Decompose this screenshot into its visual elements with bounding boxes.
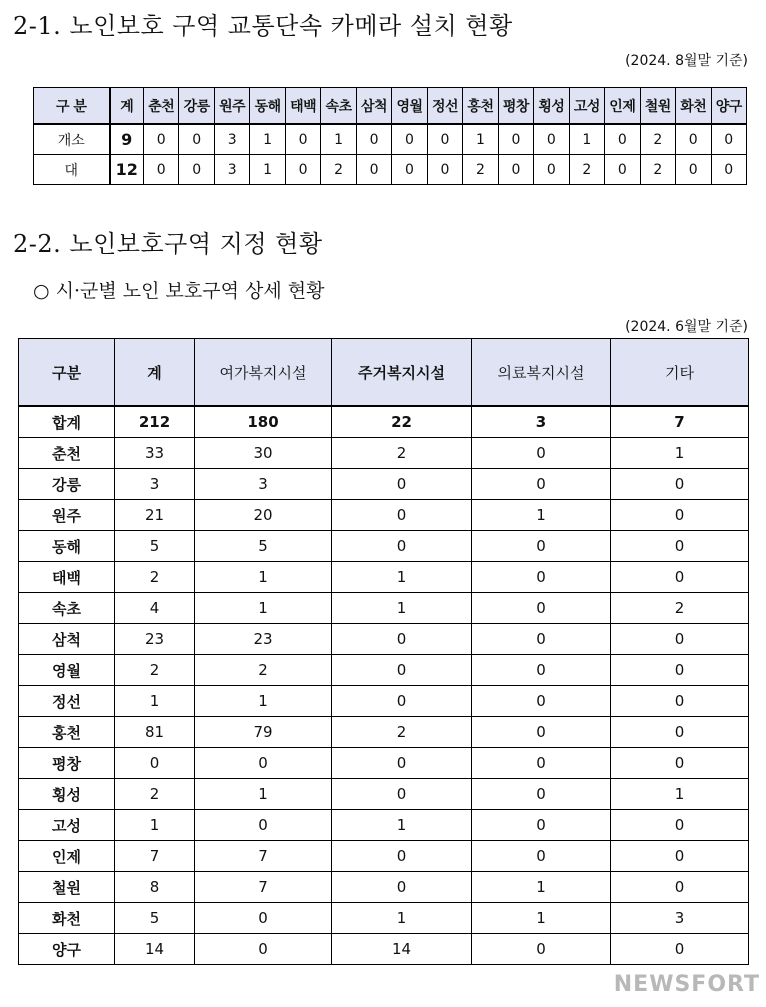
table-cell: 0 bbox=[392, 155, 427, 185]
table-cell: 1 bbox=[569, 124, 604, 155]
table-cell: 0 bbox=[472, 624, 611, 655]
table-cell: 3 bbox=[214, 155, 249, 185]
table-cell: 0 bbox=[472, 779, 611, 810]
row-label: 화천 bbox=[19, 903, 115, 934]
table-cell: 1 bbox=[332, 593, 472, 624]
table-cell: 1 bbox=[115, 686, 195, 717]
table-row bbox=[19, 655, 749, 686]
table-cell: 0 bbox=[472, 841, 611, 872]
table-row bbox=[19, 500, 749, 531]
table-cell: 180 bbox=[195, 406, 332, 438]
table-cell: 4 bbox=[115, 593, 195, 624]
table-cell: 0 bbox=[144, 124, 179, 155]
header-cell: 원주 bbox=[214, 88, 249, 125]
header-cell: 영월 bbox=[392, 88, 427, 125]
table-cell: 0 bbox=[611, 531, 749, 562]
table-cell: 1 bbox=[250, 155, 285, 185]
header-cell: 춘천 bbox=[144, 88, 179, 125]
table-cell: 2 bbox=[115, 655, 195, 686]
table-cell: 1 bbox=[195, 593, 332, 624]
table-cell: 2 bbox=[640, 124, 675, 155]
table-cell: 212 bbox=[115, 406, 195, 438]
header-cell: 삼척 bbox=[356, 88, 391, 125]
table-cell: 2 bbox=[115, 562, 195, 593]
table-row bbox=[19, 438, 749, 469]
row-label: 강릉 bbox=[19, 469, 115, 500]
table-cell: 5 bbox=[115, 903, 195, 934]
header-cell: 고성 bbox=[569, 88, 604, 125]
table-cell: 2 bbox=[640, 155, 675, 185]
header-cell: 철원 bbox=[640, 88, 675, 125]
table-cell: 0 bbox=[332, 748, 472, 779]
table-cell: 0 bbox=[605, 155, 640, 185]
header-cell: 의료복지시설 bbox=[472, 339, 611, 407]
table-cell: 0 bbox=[472, 593, 611, 624]
header-cell: 구분 bbox=[19, 339, 115, 407]
header-cell: 주거복지시설 bbox=[332, 339, 472, 407]
table-cell: 0 bbox=[611, 748, 749, 779]
table-cell: 1 bbox=[250, 124, 285, 155]
table-cell: 0 bbox=[332, 655, 472, 686]
table-cell: 0 bbox=[472, 686, 611, 717]
table-cell: 7 bbox=[195, 872, 332, 903]
table-cell: 0 bbox=[534, 155, 569, 185]
table-cell: 0 bbox=[611, 717, 749, 748]
table-cell: 0 bbox=[605, 124, 640, 155]
table-cell: 0 bbox=[472, 438, 611, 469]
table-cell: 0 bbox=[356, 155, 391, 185]
row-label: 고성 bbox=[19, 810, 115, 841]
row-label: 속초 bbox=[19, 593, 115, 624]
row-label: 평창 bbox=[19, 748, 115, 779]
table-cell: 1 bbox=[472, 500, 611, 531]
table-cell: 0 bbox=[332, 531, 472, 562]
table-cell: 0 bbox=[332, 779, 472, 810]
row-label: 삼척 bbox=[19, 624, 115, 655]
table-cell: 0 bbox=[195, 810, 332, 841]
header-cell: 구 분 bbox=[34, 88, 110, 125]
header-cell: 화천 bbox=[676, 88, 711, 125]
table-cell: 0 bbox=[611, 562, 749, 593]
table-cell: 0 bbox=[179, 124, 214, 155]
row-label: 태백 bbox=[19, 562, 115, 593]
table-cell: 0 bbox=[332, 500, 472, 531]
table-cell: 22 bbox=[332, 406, 472, 438]
table-cell: 1 bbox=[195, 779, 332, 810]
table-cell: 0 bbox=[195, 903, 332, 934]
table-cell: 0 bbox=[285, 155, 320, 185]
table-cell: 0 bbox=[676, 155, 711, 185]
table-row bbox=[19, 841, 749, 872]
table-row bbox=[19, 469, 749, 500]
protection-zone-table-body bbox=[19, 406, 749, 965]
header-cell: 여가복지시설 bbox=[195, 339, 332, 407]
table-cell: 14 bbox=[115, 934, 195, 965]
row-label: 합계 bbox=[19, 406, 115, 438]
table-cell: 2 bbox=[195, 655, 332, 686]
table-row bbox=[19, 779, 749, 810]
row-label: 원주 bbox=[19, 500, 115, 531]
table-cell: 0 bbox=[611, 500, 749, 531]
table-cell: 5 bbox=[115, 531, 195, 562]
header-cell: 강릉 bbox=[179, 88, 214, 125]
table-row bbox=[19, 717, 749, 748]
header-cell: 속초 bbox=[321, 88, 356, 125]
table-cell: 2 bbox=[321, 155, 356, 185]
table-cell: 1 bbox=[332, 562, 472, 593]
table-cell: 0 bbox=[285, 124, 320, 155]
table-cell: 2 bbox=[611, 593, 749, 624]
table-cell: 0 bbox=[472, 810, 611, 841]
table-cell: 14 bbox=[332, 934, 472, 965]
table-cell: 0 bbox=[498, 124, 533, 155]
table-cell: 0 bbox=[472, 655, 611, 686]
table-cell: 0 bbox=[179, 155, 214, 185]
table-cell: 0 bbox=[356, 124, 391, 155]
table-cell: 0 bbox=[472, 469, 611, 500]
table-cell: 0 bbox=[534, 124, 569, 155]
row-label: 홍천 bbox=[19, 717, 115, 748]
table-cell: 1 bbox=[611, 779, 749, 810]
table-cell: 33 bbox=[115, 438, 195, 469]
table-cell: 1 bbox=[321, 124, 356, 155]
table-cell: 0 bbox=[332, 469, 472, 500]
row-label: 영월 bbox=[19, 655, 115, 686]
camera-installation-table bbox=[33, 87, 747, 185]
table-cell: 0 bbox=[332, 841, 472, 872]
row-label: 횡성 bbox=[19, 779, 115, 810]
table-cell: 1 bbox=[115, 810, 195, 841]
table-cell: 0 bbox=[472, 531, 611, 562]
table-cell: 0 bbox=[611, 872, 749, 903]
table-cell: 0 bbox=[711, 124, 747, 155]
table-cell: 0 bbox=[611, 624, 749, 655]
section1-basis-date: (2024. 8월말 기준) bbox=[625, 53, 748, 69]
table-cell: 2 bbox=[115, 779, 195, 810]
table-row bbox=[19, 593, 749, 624]
table-cell: 5 bbox=[195, 531, 332, 562]
header-cell: 정선 bbox=[427, 88, 462, 125]
table-cell: 1 bbox=[332, 903, 472, 934]
watermark-logo: NEWSFORT bbox=[613, 972, 760, 997]
section2-subtitle: ○ 시·군별 노인 보호구역 상세 현황 bbox=[33, 280, 325, 302]
table-cell: 7 bbox=[115, 841, 195, 872]
header-cell: 계 bbox=[110, 88, 144, 125]
table-cell: 1 bbox=[332, 810, 472, 841]
table-cell: 3 bbox=[611, 903, 749, 934]
table-cell: 30 bbox=[195, 438, 332, 469]
table-cell: 0 bbox=[611, 469, 749, 500]
header-cell: 기타 bbox=[611, 339, 749, 407]
table-cell: 2 bbox=[569, 155, 604, 185]
table-cell: 23 bbox=[195, 624, 332, 655]
table-cell: 2 bbox=[463, 155, 498, 185]
row-label: 춘천 bbox=[19, 438, 115, 469]
table-row bbox=[19, 810, 749, 841]
table-row bbox=[34, 124, 747, 155]
header-cell: 인제 bbox=[605, 88, 640, 125]
table-cell: 0 bbox=[611, 841, 749, 872]
table-cell: 0 bbox=[611, 934, 749, 965]
header-cell: 평창 bbox=[498, 88, 533, 125]
section2-basis-date: (2024. 6월말 기준) bbox=[625, 319, 748, 335]
table-cell: 0 bbox=[144, 155, 179, 185]
table-cell: 0 bbox=[498, 155, 533, 185]
row-label: 정선 bbox=[19, 686, 115, 717]
table-cell: 3 bbox=[472, 406, 611, 438]
summary-row bbox=[19, 406, 749, 438]
table-cell: 1 bbox=[195, 686, 332, 717]
table-cell: 0 bbox=[711, 155, 747, 185]
table-row bbox=[19, 934, 749, 965]
row-label: 철원 bbox=[19, 872, 115, 903]
table-cell: 0 bbox=[472, 748, 611, 779]
header-cell: 동해 bbox=[250, 88, 285, 125]
section1-title: 2-1. 노인보호 구역 교통단속 카메라 설치 현황 bbox=[13, 12, 513, 40]
total-cell: 9 bbox=[110, 124, 144, 155]
row-label: 개소 bbox=[34, 124, 110, 155]
header-cell: 계 bbox=[115, 339, 195, 407]
table-cell: 1 bbox=[611, 438, 749, 469]
table-cell: 0 bbox=[676, 124, 711, 155]
table-cell: 0 bbox=[332, 872, 472, 903]
table-cell: 1 bbox=[472, 872, 611, 903]
table-row bbox=[19, 872, 749, 903]
table-cell: 0 bbox=[427, 124, 462, 155]
table-cell: 81 bbox=[115, 717, 195, 748]
table-cell: 3 bbox=[115, 469, 195, 500]
table-cell: 0 bbox=[472, 717, 611, 748]
section2-title: 2-2. 노인보호구역 지정 현황 bbox=[13, 230, 323, 258]
table-cell: 1 bbox=[472, 903, 611, 934]
table-cell: 7 bbox=[611, 406, 749, 438]
table-cell: 1 bbox=[195, 562, 332, 593]
table-cell: 0 bbox=[195, 934, 332, 965]
table-cell: 0 bbox=[611, 655, 749, 686]
table-cell: 0 bbox=[472, 562, 611, 593]
table-row bbox=[19, 686, 749, 717]
table-cell: 21 bbox=[115, 500, 195, 531]
row-label: 대 bbox=[34, 155, 110, 185]
table-row bbox=[19, 562, 749, 593]
table-cell: 79 bbox=[195, 717, 332, 748]
table-cell: 0 bbox=[611, 686, 749, 717]
row-label: 양구 bbox=[19, 934, 115, 965]
table-cell: 0 bbox=[332, 624, 472, 655]
table-row bbox=[19, 903, 749, 934]
table-row bbox=[19, 748, 749, 779]
header-cell: 태백 bbox=[285, 88, 320, 125]
table-row bbox=[19, 624, 749, 655]
table-cell: 0 bbox=[332, 686, 472, 717]
table-cell: 23 bbox=[115, 624, 195, 655]
table-header-row bbox=[34, 88, 747, 125]
table-cell: 2 bbox=[332, 438, 472, 469]
protection-zone-table bbox=[18, 338, 749, 965]
table-cell: 0 bbox=[472, 934, 611, 965]
total-cell: 12 bbox=[110, 155, 144, 185]
row-label: 인제 bbox=[19, 841, 115, 872]
header-cell: 양구 bbox=[711, 88, 747, 125]
table-cell: 0 bbox=[427, 155, 462, 185]
table-cell: 7 bbox=[195, 841, 332, 872]
table-cell: 8 bbox=[115, 872, 195, 903]
table-header-row bbox=[19, 339, 749, 407]
table-row bbox=[19, 531, 749, 562]
table-cell: 1 bbox=[463, 124, 498, 155]
table-cell: 0 bbox=[611, 810, 749, 841]
header-cell: 홍천 bbox=[463, 88, 498, 125]
table-cell: 3 bbox=[195, 469, 332, 500]
row-label: 동해 bbox=[19, 531, 115, 562]
table-row bbox=[34, 155, 747, 185]
table-cell: 0 bbox=[392, 124, 427, 155]
table-cell: 20 bbox=[195, 500, 332, 531]
header-cell: 횡성 bbox=[534, 88, 569, 125]
table-cell: 0 bbox=[195, 748, 332, 779]
table-cell: 2 bbox=[332, 717, 472, 748]
table-cell: 3 bbox=[214, 124, 249, 155]
table-cell: 0 bbox=[115, 748, 195, 779]
